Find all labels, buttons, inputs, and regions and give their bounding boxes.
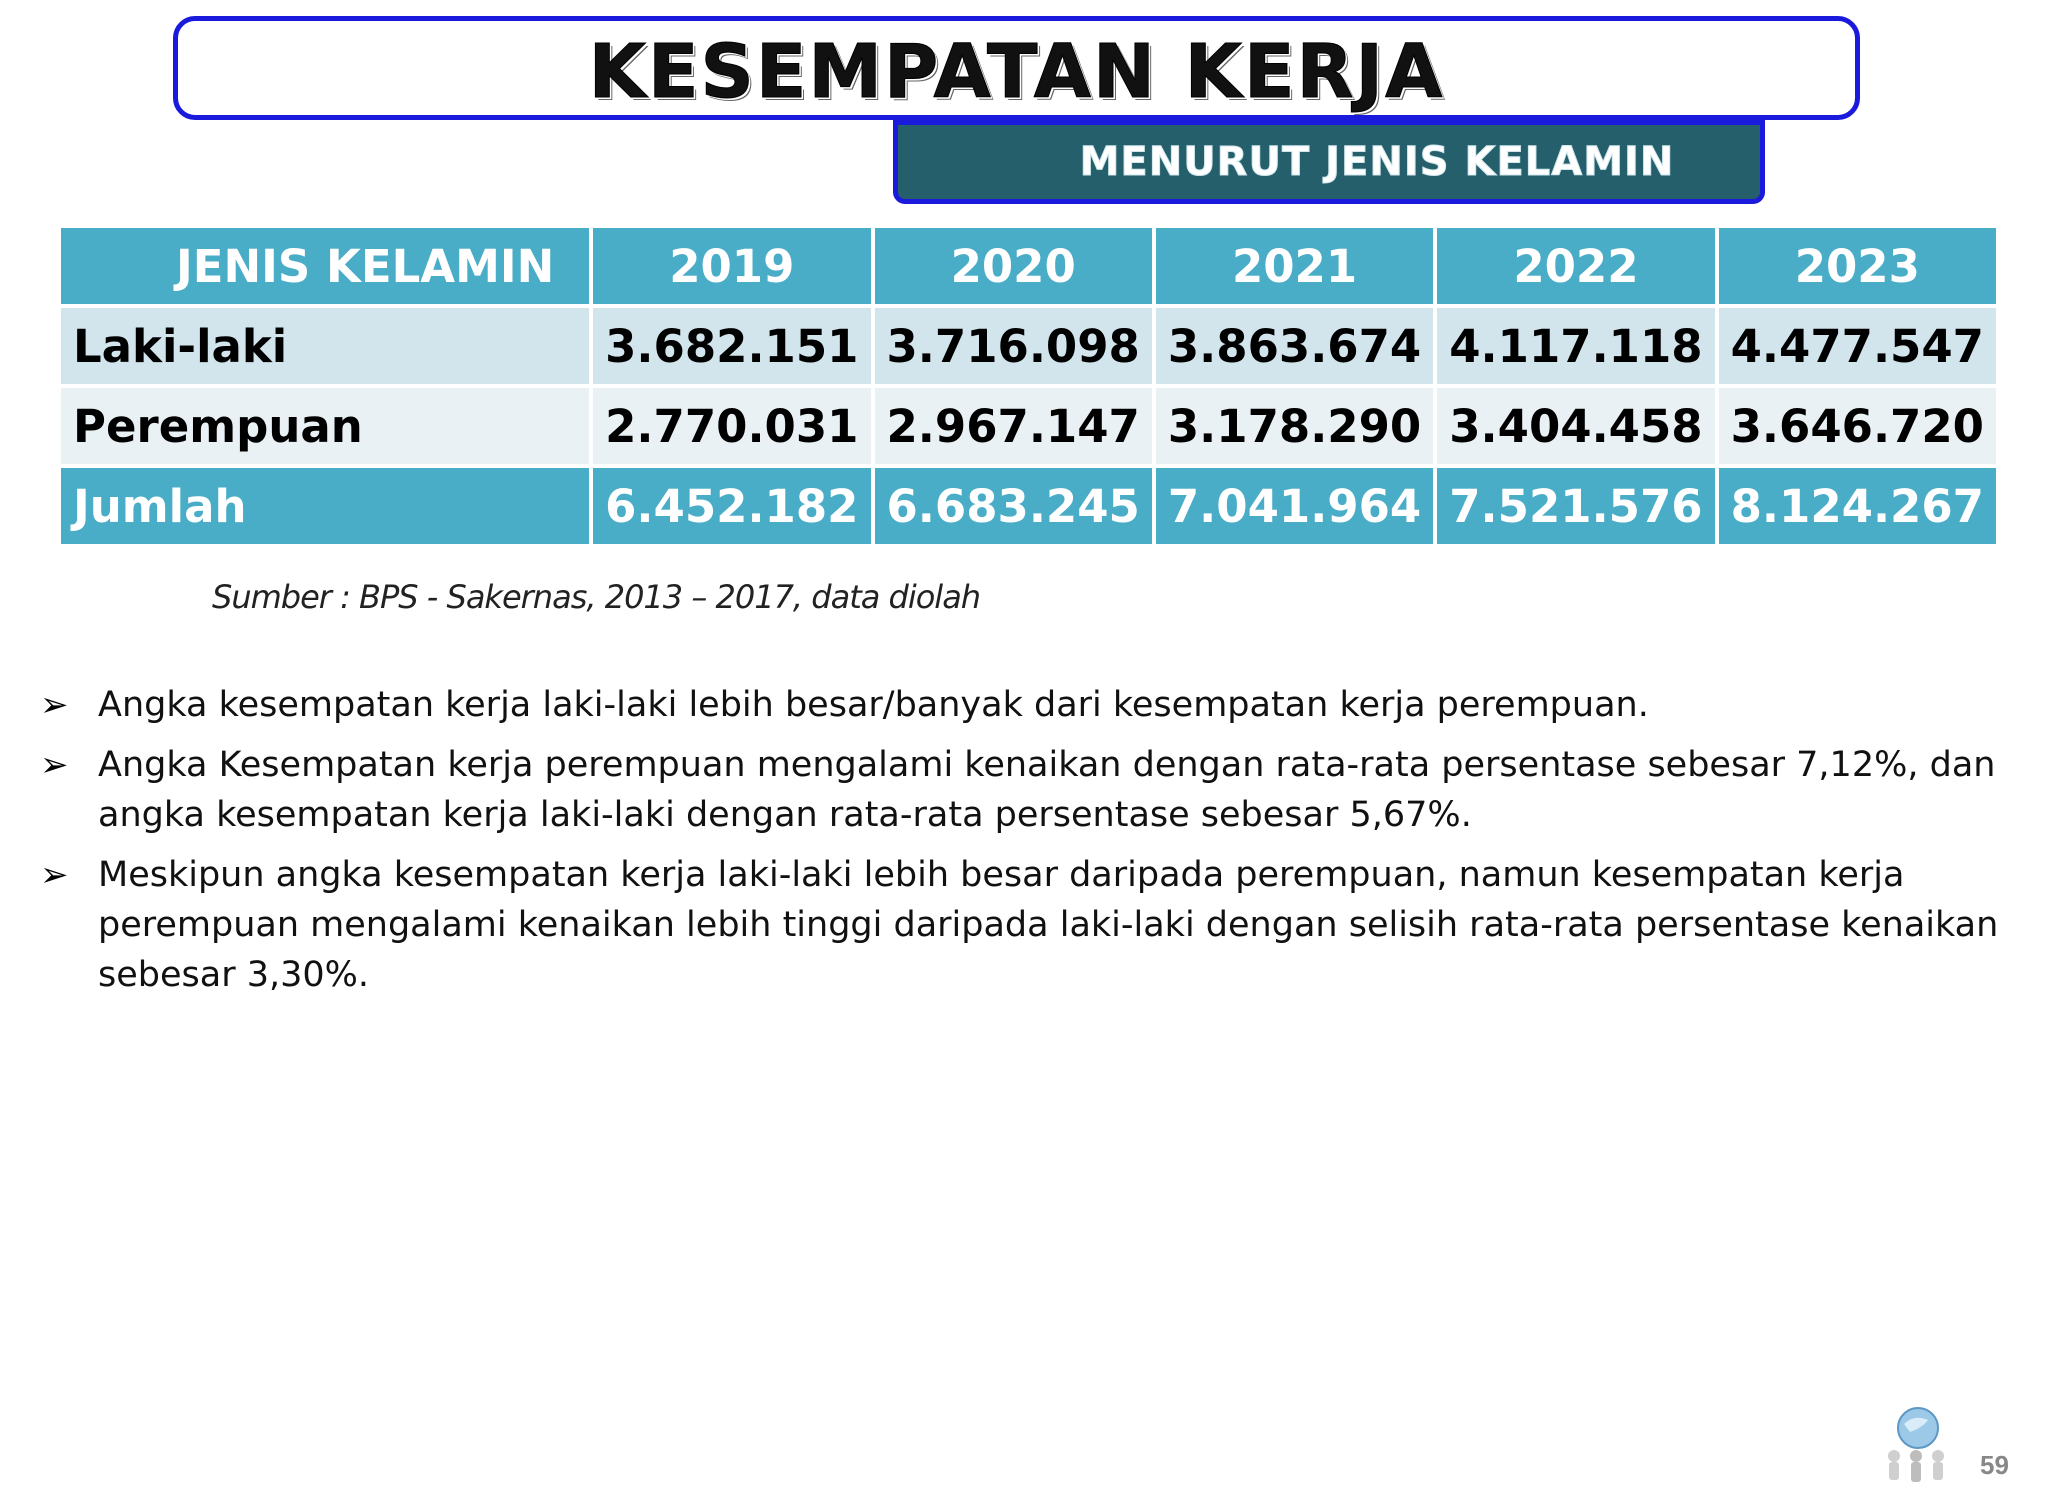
presenter-logo-icon [1880, 1404, 1950, 1490]
table-header-row [61, 228, 1996, 304]
arrow-bullet-icon: ➢ [40, 685, 69, 725]
header-cell-category: JENIS KELAMIN [61, 228, 589, 304]
row-label: Jumlah [61, 468, 589, 544]
table-row-male [61, 308, 1996, 384]
table-cell: 8.124.267 [1719, 468, 1996, 544]
table-cell: 3.646.720 [1719, 388, 1996, 464]
table-row-total [61, 468, 1996, 544]
table-cell: 7.521.576 [1437, 468, 1714, 544]
table-cell: 2.770.031 [593, 388, 870, 464]
bullet-text: Meskipun angka kesempatan kerja laki-laki lebih besar daripada perempuan, namun kesempatan kerja perempuan mengalami kenaikan lebih tinggi daripada laki-laki dengan selisih rata-rata persentase kenaikan sebesar 3,30%. [98, 855, 1999, 995]
table-cell: 3.863.674 [1156, 308, 1433, 384]
header-cell-year: 2019 [593, 228, 870, 304]
table-cell: 6.452.182 [593, 468, 870, 544]
table-cell: 4.477.547 [1719, 308, 1996, 384]
employment-table [57, 224, 2000, 548]
bullet-text: Angka kesempatan kerja laki-laki lebih besar/banyak dari kesempatan kerja perempuan. [98, 685, 1649, 725]
table-row-female [61, 388, 1996, 464]
bullet-item [40, 740, 2030, 840]
arrow-bullet-icon: ➢ [40, 855, 69, 895]
arrow-bullet-icon: ➢ [40, 745, 69, 785]
header-cell-year: 2020 [875, 228, 1152, 304]
table-cell: 4.117.118 [1437, 308, 1714, 384]
table-cell: 3.178.290 [1156, 388, 1433, 464]
table-cell: 6.683.245 [875, 468, 1152, 544]
table-cell: 3.716.098 [875, 308, 1152, 384]
header-cell-year: 2021 [1156, 228, 1433, 304]
bullet-item [40, 680, 2030, 730]
bullet-list [40, 680, 2030, 1010]
table-cell: 7.041.964 [1156, 468, 1433, 544]
title-banner [173, 16, 1860, 120]
table-cell: 3.404.458 [1437, 388, 1714, 464]
header-cell-year: 2022 [1437, 228, 1714, 304]
bullet-text: Angka Kesempatan kerja perempuan mengalami kenaikan dengan rata-rata persentase sebesar 7,12%, dan angka kesempatan kerja laki-laki dengan rata-rata persentase sebesar 5,67%. [98, 745, 1996, 835]
table-cell: 2.967.147 [875, 388, 1152, 464]
page-number: 59 [1980, 1450, 2009, 1480]
bullet-item [40, 850, 2030, 1000]
page-title: KESEMPATAN KERJA [588, 29, 1445, 115]
row-label: Laki-laki [61, 308, 589, 384]
subtitle-banner [893, 120, 1765, 204]
row-label: Perempuan [61, 388, 589, 464]
source-note: Sumber : BPS - Sakernas, 2013 – 2017, data diolah [212, 578, 981, 616]
header-cell-year: 2023 [1719, 228, 1996, 304]
page-subtitle: MENURUT JENIS KELAMIN [1079, 139, 1675, 185]
table-cell: 3.682.151 [593, 308, 870, 384]
